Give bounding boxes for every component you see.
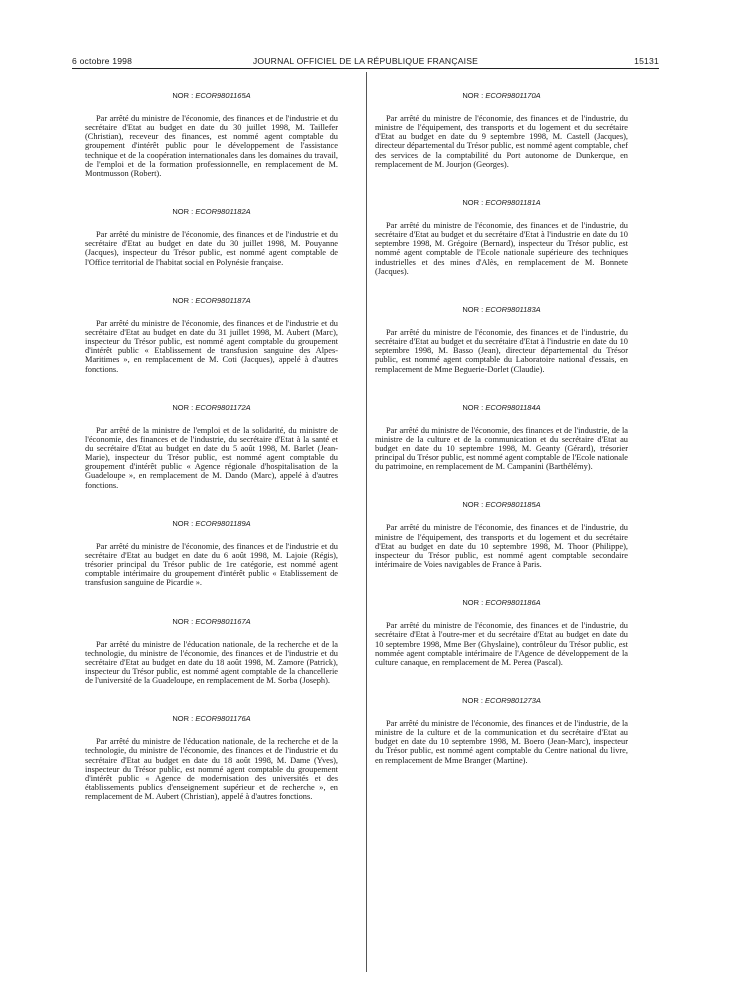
decree-text: Par arrêté du ministre de l'économie, des finances et de l'industrie, du ministre de l'équipement, des transports et du logement et du secrétaire d'Etat au budget en date du 10 septembre 1998, M. Thoor (Philippe), inspecteur du Trésor public, est nommé agent comptable secondaire intérimaire de Voies navigables de France à Paris.	[375, 523, 628, 570]
nor-reference	[375, 403, 628, 413]
decree-entry	[375, 403, 628, 472]
decree-text: Par arrêté du ministre de l'économie, des finances et de l'industrie et du secrétaire d'Etat au budget en date du 30 juillet 1998, M. Pouyanne (Jacques), inspecteur du Trésor public, est nommé agent comptable de l'Office territorial de l'habitat social en Polynésie française.	[85, 230, 338, 267]
nor-reference	[85, 207, 338, 217]
decree-entry	[85, 714, 338, 801]
nor-label: NOR :	[462, 304, 484, 314]
nor-code: ECOR9801187A	[195, 295, 251, 305]
left-column	[85, 91, 338, 830]
nor-code: ECOR9801186A	[485, 598, 541, 608]
nor-code: ECOR9801167A	[195, 616, 251, 626]
nor-code: ECOR9801176A	[195, 714, 251, 724]
nor-label: NOR :	[172, 518, 194, 528]
decree-text: Par arrêté du ministre de l'économie, des finances et de l'industrie, du secrétaire d'Etat à l'outre-mer et du secrétaire d'Etat au budget en date du 10 septembre 1998, Mme Ber (Ghyslaine), contrôleur du Trésor public, est nommée agent comptable intérimaire de l'Agence de développement de la culture canaque, en remplacement de M. Perea (Pascal).	[375, 621, 628, 667]
nor-code: ECOR9801181A	[485, 197, 541, 207]
nor-label: NOR :	[462, 402, 484, 412]
nor-reference	[375, 500, 628, 510]
page-number: 15131	[634, 56, 659, 66]
nor-label: NOR :	[462, 696, 483, 705]
decree-entry	[375, 696, 628, 765]
decree-entry	[85, 91, 338, 178]
nor-code: ECOR9801184A	[485, 402, 541, 412]
nor-label: NOR :	[172, 295, 194, 305]
nor-code: ECOR9801189A	[195, 518, 251, 528]
nor-code: ECOR9801170A	[485, 91, 541, 100]
nor-reference	[375, 91, 628, 101]
header-rule	[72, 68, 659, 69]
nor-code: ECOR9801172A	[195, 402, 251, 412]
nor-label: NOR :	[172, 402, 194, 412]
issue-date: 6 octobre 1998	[72, 56, 133, 66]
decree-text: Par arrêté du ministre de l'économie, des finances et de l'industrie, de la ministre de la culture et de la communication et du secrétaire d'Etat au budget en date du 10 septembre 1998, M. Geanty (Gérard), trésorier principal du Trésor public, est nommé agent comptable de l'Ecole nationale du patrimoine, en remplacement de M. Campanini (Barthélémy).	[375, 425, 628, 472]
nor-code: ECOR9801183A	[485, 304, 541, 314]
decree-text: Par arrêté du ministre de l'éducation nationale, de la recherche et de la technologie, du ministre de l'économie, des finances et de l'industrie et du secrétaire d'Etat au budget en date du 18 août 1998, M. Zamore (Patrick), inspecteur du Trésor public, est nommé agent comptable de la chancellerie de l'université de la Guadeloupe, en remplacement de M. Sorba (Joseph).	[85, 639, 338, 686]
nor-reference	[85, 519, 338, 529]
nor-reference	[375, 598, 628, 608]
decree-text: Par arrêté du ministre de l'économie, des finances et de l'industrie et du secrétaire d'Etat au budget en date du 30 juillet 1998, M. Taillefer (Christian), receveur des finances, est nommé agent comptable du groupement d'intérêt public pour le développement de l'assistance technique et de la coopération internationales dans les domaines du travail, de l'emploi et de la formation professionnelle, en remplacement de M. Montmusson (Robert).	[85, 114, 338, 178]
nor-reference	[85, 403, 338, 413]
decree-text: Par arrêté du ministre de l'économie, des finances et de l'industrie et du secrétaire d'Etat au budget en date du 31 juillet 1998, M. Aubert (Marc), inspecteur du Trésor public, est nommé agent comptable du groupement d'intérêt public « Etablissement de transfusion sanguine des Alpes-Maritimes », en remplacement de M. Coti (Jacques), appelé à d'autres fonctions.	[85, 318, 338, 374]
decree-entry	[375, 198, 628, 276]
nor-reference	[85, 91, 338, 101]
decree-entry	[85, 296, 338, 374]
nor-label: NOR :	[462, 598, 484, 608]
nor-reference	[85, 296, 338, 306]
decree-entry	[85, 403, 338, 490]
decree-entry	[375, 91, 628, 169]
decree-text: Par arrêté du ministre de l'économie, des finances et de l'industrie, du secrétaire d'Etat au budget et du secrétaire d'Etat à l'industrie en date du 10 septembre 1998, M. Basso (Jean), directeur départemental du Trésor public, est nommé agent comptable du Laboratoire national d'essais, en remplacement de Mme Beguerie-Dorlet (Claudie).	[375, 327, 628, 374]
decree-entry	[85, 617, 338, 686]
nor-label: NOR :	[462, 91, 484, 100]
nor-code: ECOR9801185A	[485, 500, 541, 510]
nor-reference	[375, 198, 628, 208]
decree-entry	[375, 305, 628, 374]
decree-entry	[375, 598, 628, 667]
nor-label: NOR :	[172, 91, 194, 100]
decree-entry	[375, 500, 628, 569]
journal-title: JOURNAL OFFICIEL DE LA RÉPUBLIQUE FRANÇAISE	[252, 56, 479, 66]
decree-text: Par arrêté du ministre de l'éducation nationale, de la recherche et de la technologie, du ministre de l'économie, des finances et de l'industrie et du secrétaire d'Etat au budget en date du 18 août 1998, M. Dame (Yves), inspecteur du Trésor public, est nommé agent comptable du groupement d'intérêt public « Agence de modernisation des universités et des établissements publics d'enseignement supérieur et de recherche », en remplacement de M. Aubert (Christian), appelé à d'autres fonctions.	[85, 737, 338, 802]
decree-text: Par arrêté de la ministre de l'emploi et de la solidarité, du ministre de l'économie, des finances et de l'industrie, du secrétaire d'Etat à la santé et du secrétaire d'Etat au budget en date du 5 août 1998, M. Barlet (Jean-Marie), inspecteur du Trésor public, est nommé agent comptable du groupement d'intérêt public « Agence régionale d'hospitalisation de la Guadeloupe », en remplacement de M. Dando (Marc), appelé à d'autres fonctions.	[85, 425, 338, 490]
decree-entry	[85, 519, 338, 588]
nor-reference	[375, 305, 628, 315]
nor-code: ECOR9801273A	[485, 696, 541, 705]
decree-text: Par arrêté du ministre de l'économie, des finances et de l'industrie, du secrétaire d'Etat au budget et du secrétaire d'Etat à l'industrie en date du 10 septembre 1998, M. Grégoire (Bernard), inspecteur du Trésor public, est nommé agent comptable de l'Ecole nationale supérieure des techniques industrielles et des mines d'Alès, en remplacement de M. Bonnete (Jacques).	[375, 220, 628, 276]
decree-text: Par arrêté du ministre de l'économie, des finances et de l'industrie et du secrétaire d'Etat au budget en date du 6 août 1998, M. Lajoie (Régis), trésorier principal du Trésor public de 1re catégorie, est nommé agent comptable intérimaire du groupement d'intérêt public « Etablissement de transfusion sanguine de Picardie ».	[85, 541, 338, 588]
nor-label: NOR :	[172, 616, 194, 626]
column-divider	[366, 72, 367, 972]
nor-reference	[85, 714, 338, 724]
decree-entry	[85, 207, 338, 267]
nor-code: ECOR9801182A	[195, 207, 251, 217]
nor-label: NOR :	[462, 500, 484, 510]
nor-reference	[375, 696, 628, 706]
nor-label: NOR :	[172, 714, 194, 724]
nor-label: NOR :	[172, 207, 194, 217]
decree-text: Par arrêté du ministre de l'économie, des finances et de l'industrie, de la ministre de la culture et de la communication et du secrétaire d'Etat au budget en date du 10 septembre 1998, M. Boero (Jean-Marc), inspecteur du Trésor public, est nommé agent comptable du Centre national du livre, en remplacement de Mme Branger (Martine).	[375, 719, 628, 765]
nor-reference	[85, 617, 338, 627]
right-column	[375, 91, 628, 794]
nor-code: ECOR9801165A	[195, 91, 251, 100]
decree-text: Par arrêté du ministre de l'économie, des finances et de l'industrie, du ministre de l'équipement, des transports et du logement et du secrétaire d'Etat au budget en date du 9 septembre 1998, M. Castell (Jacques), directeur départemental du Trésor public, est nommé agent comptable, chef des services de la comptabilité du Port autonome de Dunkerque, en remplacement de M. Jourjon (Georges).	[375, 114, 628, 169]
nor-label: NOR :	[462, 197, 484, 207]
